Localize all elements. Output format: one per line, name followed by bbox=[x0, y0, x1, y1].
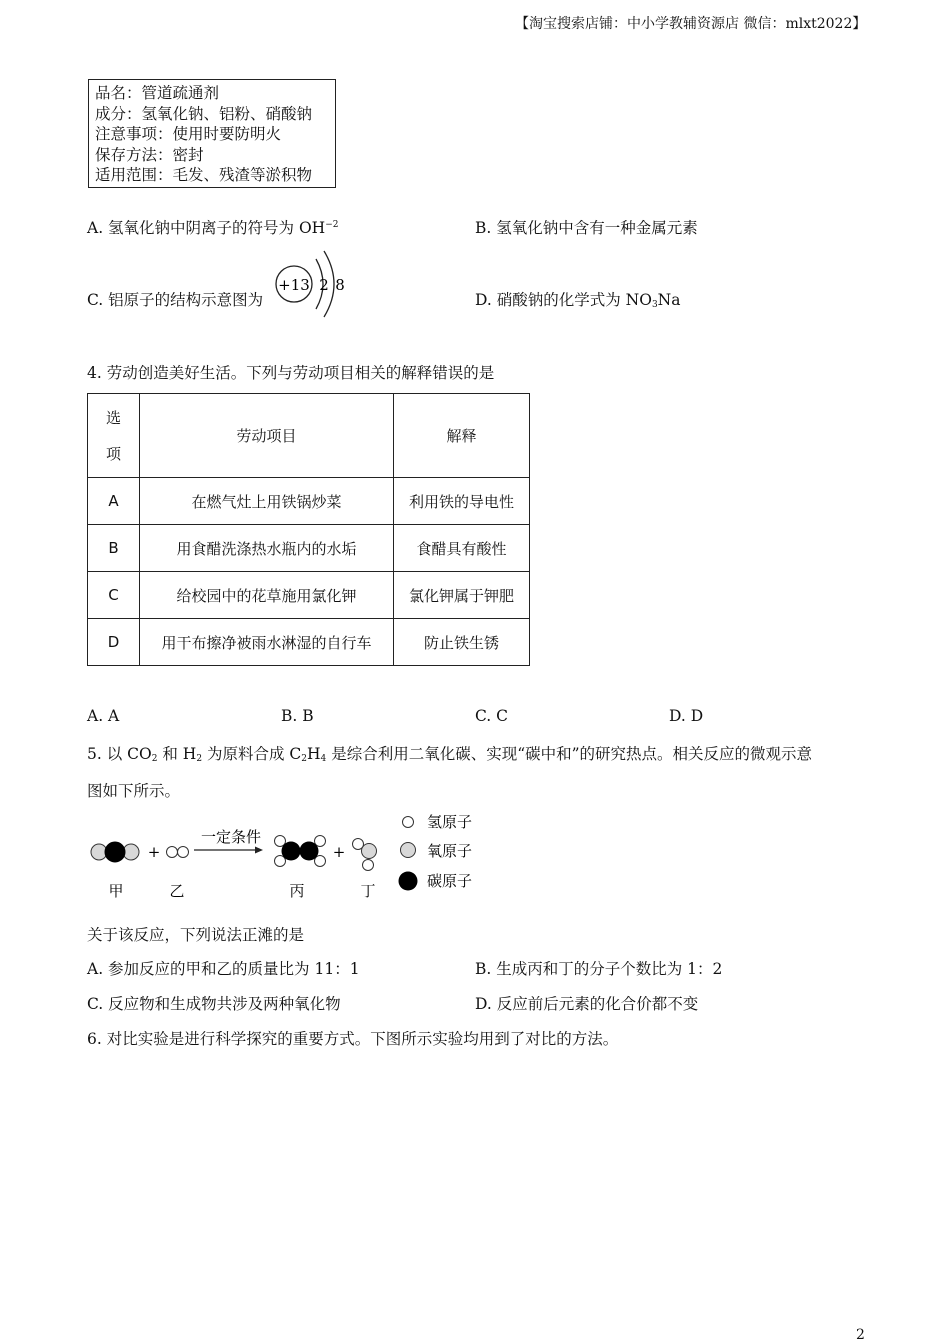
q5-option-b: B. 生成丙和丁的分子个数比为 1：2 bbox=[475, 960, 723, 978]
q3-option-d: D. 硝酸钠的化学式为 $NO_3Na$ bbox=[475, 291, 681, 310]
header-explain: 解释 bbox=[394, 394, 530, 478]
label-line-scope: 适用范围：毛发、残渣等淤积物 bbox=[95, 166, 313, 184]
table-row bbox=[88, 525, 530, 572]
q5-option-a: A. 参加反应的甲和乙的质量比为 11：1 bbox=[87, 960, 360, 978]
row-project: 给校园中的花草施用氯化钾 bbox=[140, 572, 394, 619]
q5-option-d: D. 反应前后元素的化合价都不变 bbox=[475, 995, 699, 1013]
name-ding: 丁 bbox=[360, 882, 376, 900]
q5-option-c: C. 反应物和生成物共涉及两种氧化物 bbox=[87, 995, 341, 1013]
legend-oxygen: 氧原子 bbox=[427, 842, 473, 860]
labor-table bbox=[87, 393, 530, 666]
q5-stem-line2: 图如下所示。 bbox=[87, 782, 181, 800]
legend-oxygen-icon bbox=[401, 843, 416, 858]
page-header: 【淘宝搜索店铺：中小学教辅资源店 微信：mlxt2022】 bbox=[515, 16, 867, 32]
q5-question: 关于该反应，下列说法正滩的是 bbox=[87, 926, 305, 944]
q4-choice-b: B. B bbox=[281, 707, 314, 725]
shell-2-electrons: 8 bbox=[335, 276, 345, 294]
row-explain: 氯化钾属于钾肥 bbox=[394, 572, 530, 619]
aluminum-atom-diagram bbox=[272, 247, 352, 323]
row-project: 用食醋洗涤热水瓶内的水垢 bbox=[140, 525, 394, 572]
legend-hydrogen: 氢原子 bbox=[427, 813, 473, 831]
label-line-storage: 保存方法：密封 bbox=[95, 145, 204, 164]
reaction-diagram bbox=[85, 806, 485, 906]
label-line-caution: 注意事项：使用时要防明火 bbox=[95, 125, 282, 143]
legend-carbon-icon bbox=[399, 872, 418, 891]
header-option: 选 项 bbox=[88, 394, 140, 478]
name-jia: 甲 bbox=[108, 882, 124, 900]
reaction-condition: 一定条件 bbox=[200, 828, 262, 846]
table-row bbox=[88, 478, 530, 525]
row-explain: 食醋具有酸性 bbox=[394, 525, 530, 572]
plus-sign-2: + bbox=[332, 843, 346, 861]
plus-sign-1: + bbox=[147, 843, 161, 861]
page-number: 2 bbox=[856, 1327, 865, 1343]
label-line-ingredients: 成分：氢氧化钠、铝粉、硝酸钠 bbox=[95, 104, 313, 123]
q3-option-c: C. 铝原子的结构示意图为 bbox=[87, 291, 264, 309]
table-header-row bbox=[88, 394, 530, 478]
header-project: 劳动项目 bbox=[140, 394, 394, 478]
nucleus-charge: +13 bbox=[278, 276, 310, 294]
row-project: 在燃气灶上用铁锅炒菜 bbox=[140, 478, 394, 525]
label-line-name: 品名：管道疏通剂 bbox=[95, 84, 220, 102]
table-row bbox=[88, 572, 530, 619]
legend-hydrogen-icon bbox=[403, 817, 414, 828]
q3-option-b: B. 氢氧化钠中含有一种金属元素 bbox=[475, 219, 698, 237]
table-row bbox=[88, 619, 530, 666]
q4-choice-c: C. C bbox=[475, 707, 509, 725]
arrow-head-icon bbox=[255, 847, 263, 854]
molecule-co2 bbox=[91, 842, 139, 862]
product-label-box bbox=[88, 79, 336, 188]
q6-stem: 6. 对比实验是进行科学探究的重要方式。下图所示实验均用到了对比的方法。 bbox=[87, 1030, 619, 1048]
name-yi: 乙 bbox=[169, 882, 185, 900]
molecule-c2h4 bbox=[275, 836, 326, 867]
q4-choice-a: A. A bbox=[87, 707, 120, 725]
row-explain: 利用铁的导电性 bbox=[394, 478, 530, 525]
row-project: 用干布擦净被雨水淋湿的自行车 bbox=[140, 619, 394, 666]
row-option: B bbox=[88, 525, 140, 572]
shell-1-electrons: 2 bbox=[319, 276, 329, 294]
row-option: C bbox=[88, 572, 140, 619]
row-explain: 防止铁生锈 bbox=[394, 619, 530, 666]
molecule-h2o bbox=[353, 839, 377, 871]
molecule-h2 bbox=[167, 847, 189, 858]
row-option: D bbox=[88, 619, 140, 666]
name-bing: 丙 bbox=[289, 882, 305, 900]
diagram-legend bbox=[399, 813, 473, 891]
q3-option-a: A. 氢氧化钠中阴离子的符号为 $OH^{-2}$ bbox=[87, 219, 339, 237]
q4-choice-d: D. D bbox=[669, 707, 704, 725]
q4-stem: 4. 劳动创造美好生活。下列与劳动项目相关的解释错误的是 bbox=[87, 364, 495, 382]
q5-stem: 5. 以 $CO_2$ 和 $H_2$ 为原料合成 $C_2H_4$ 是综合利用二氧化碳、实现“碳中和”的研究热点。相关反应的微观示意 bbox=[87, 745, 813, 764]
legend-carbon: 碳原子 bbox=[427, 872, 473, 890]
row-option: A bbox=[88, 478, 140, 525]
